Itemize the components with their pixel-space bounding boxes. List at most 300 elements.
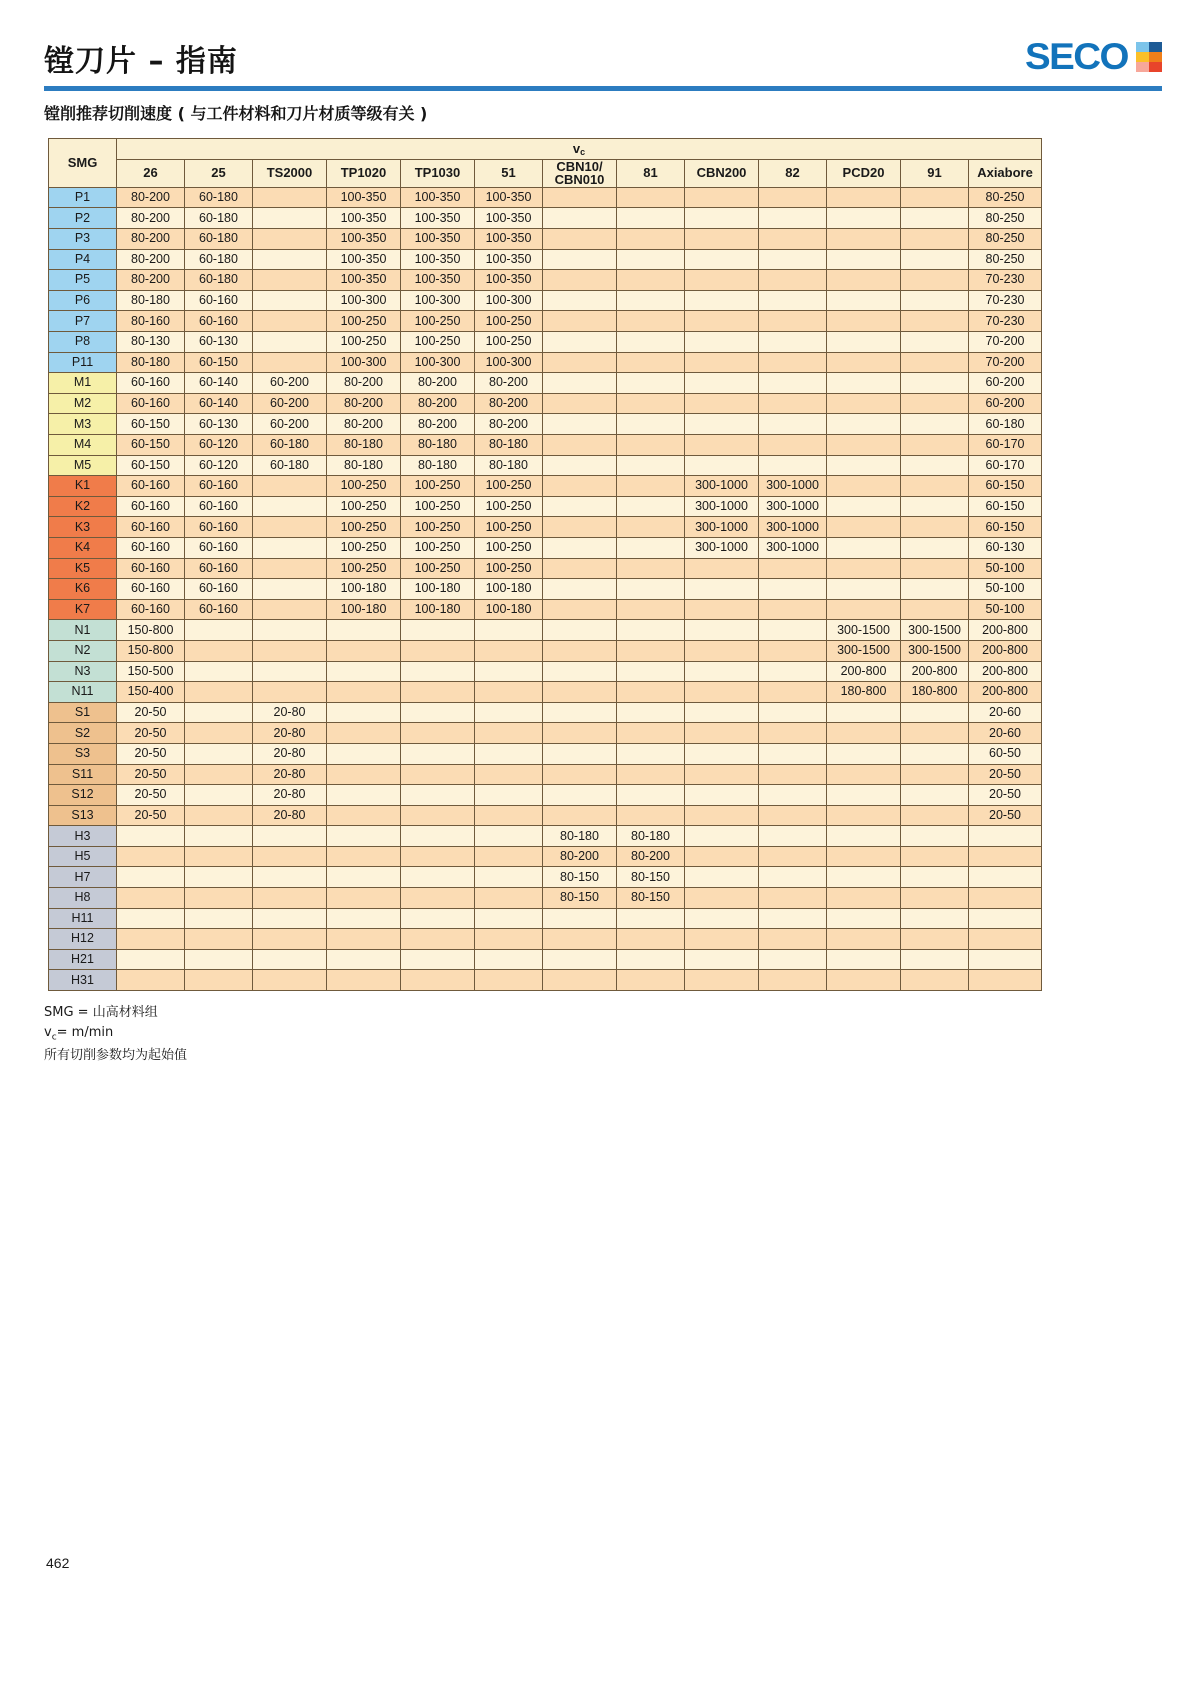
speed-cell — [617, 949, 685, 970]
speed-cell — [253, 249, 327, 270]
speed-cell — [617, 496, 685, 517]
speed-cell — [901, 764, 969, 785]
speed-cell: 100-350 — [401, 229, 475, 250]
speed-cell — [475, 867, 543, 888]
speed-cell — [253, 579, 327, 600]
speed-cell: 300-1000 — [759, 496, 827, 517]
smg-cell-n3: N3 — [49, 661, 117, 682]
speed-cell: 150-800 — [117, 620, 185, 641]
speed-cell — [901, 476, 969, 497]
speed-cell — [901, 435, 969, 456]
footnote-vc-subscript: c — [51, 1032, 57, 1043]
speed-cell — [617, 640, 685, 661]
speed-cell: 80-150 — [543, 888, 617, 909]
speed-cell — [685, 352, 759, 373]
speed-cell — [543, 187, 617, 208]
column-header-51: 51 — [475, 159, 543, 187]
speed-cell — [969, 867, 1042, 888]
speed-cell: 300-1000 — [685, 537, 759, 558]
speed-cell — [827, 332, 901, 353]
speed-cell — [685, 270, 759, 291]
speed-cell — [401, 970, 475, 991]
column-header-25: 25 — [185, 159, 253, 187]
speed-cell — [401, 702, 475, 723]
column-header-26: 26 — [117, 159, 185, 187]
speed-cell — [401, 661, 475, 682]
column-header-91: 91 — [901, 159, 969, 187]
speed-cell — [617, 620, 685, 641]
speed-cell — [327, 702, 401, 723]
speed-cell — [901, 558, 969, 579]
speed-cell: 100-350 — [327, 249, 401, 270]
smg-cell-p6: P6 — [49, 290, 117, 311]
speed-cell: 70-200 — [969, 332, 1042, 353]
speed-cell — [401, 846, 475, 867]
speed-cell: 100-250 — [475, 517, 543, 538]
table-row — [49, 846, 1042, 867]
speed-cell — [185, 723, 253, 744]
table-row — [49, 517, 1042, 538]
speed-cell — [827, 270, 901, 291]
speed-cell — [327, 785, 401, 806]
speed-cell: 100-300 — [401, 352, 475, 373]
speed-cell: 60-180 — [185, 229, 253, 250]
speed-cell: 100-350 — [327, 270, 401, 291]
speed-cell: 60-200 — [969, 373, 1042, 394]
speed-cell — [185, 620, 253, 641]
speed-cell — [901, 599, 969, 620]
page-number: 462 — [46, 1555, 70, 1571]
speed-cell — [685, 393, 759, 414]
speed-cell: 80-180 — [117, 290, 185, 311]
speed-cell — [475, 682, 543, 703]
speed-cell — [327, 949, 401, 970]
speed-cell: 50-100 — [969, 579, 1042, 600]
speed-cell — [827, 373, 901, 394]
speed-cell: 300-1500 — [827, 620, 901, 641]
smg-cell-k2: K2 — [49, 496, 117, 517]
speed-cell: 60-160 — [185, 599, 253, 620]
table-row — [49, 743, 1042, 764]
speed-cell: 80-200 — [117, 249, 185, 270]
speed-cell — [759, 620, 827, 641]
speed-cell: 80-250 — [969, 249, 1042, 270]
speed-cell: 100-250 — [401, 537, 475, 558]
speed-cell — [253, 908, 327, 929]
speed-cell: 60-140 — [185, 373, 253, 394]
speed-cell — [759, 455, 827, 476]
speed-cell — [543, 332, 617, 353]
logo-square-1 — [1136, 42, 1149, 52]
speed-cell — [253, 332, 327, 353]
seco-color-blocks-icon — [1136, 42, 1162, 72]
table-header-row-vc — [49, 139, 1042, 160]
speed-cell — [327, 929, 401, 950]
speed-cell — [617, 599, 685, 620]
speed-cell: 180-800 — [827, 682, 901, 703]
speed-cell — [617, 517, 685, 538]
speed-cell — [327, 661, 401, 682]
speed-cell — [475, 620, 543, 641]
speed-cell — [759, 414, 827, 435]
speed-cell — [617, 537, 685, 558]
speed-cell — [901, 929, 969, 950]
cutting-speed-table — [48, 138, 1042, 991]
speed-cell — [543, 496, 617, 517]
logo-square-5 — [1136, 62, 1149, 72]
speed-cell — [901, 846, 969, 867]
speed-cell — [253, 826, 327, 847]
speed-cell: 60-150 — [117, 455, 185, 476]
speed-cell — [543, 949, 617, 970]
table-row — [49, 805, 1042, 826]
speed-cell: 80-250 — [969, 229, 1042, 250]
speed-cell — [759, 208, 827, 229]
speed-cell — [327, 908, 401, 929]
speed-cell: 200-800 — [901, 661, 969, 682]
speed-cell — [901, 208, 969, 229]
speed-cell — [253, 970, 327, 991]
speed-cell: 20-60 — [969, 723, 1042, 744]
speed-cell — [827, 929, 901, 950]
speed-cell: 100-180 — [475, 599, 543, 620]
speed-cell — [685, 723, 759, 744]
speed-cell — [827, 826, 901, 847]
speed-cell — [543, 373, 617, 394]
speed-cell — [759, 290, 827, 311]
table-row — [49, 661, 1042, 682]
speed-cell: 80-200 — [401, 373, 475, 394]
speed-cell — [327, 805, 401, 826]
speed-cell — [827, 496, 901, 517]
speed-cell — [617, 290, 685, 311]
speed-cell — [543, 929, 617, 950]
speed-cell: 20-50 — [969, 785, 1042, 806]
speed-cell: 60-150 — [969, 517, 1042, 538]
speed-cell — [401, 929, 475, 950]
speed-cell — [185, 661, 253, 682]
speed-cell: 100-350 — [327, 229, 401, 250]
speed-cell: 300-1500 — [901, 620, 969, 641]
table-row — [49, 393, 1042, 414]
speed-cell — [617, 785, 685, 806]
speed-cell: 100-250 — [327, 558, 401, 579]
speed-cell: 80-250 — [969, 208, 1042, 229]
speed-cell — [685, 661, 759, 682]
speed-cell — [117, 867, 185, 888]
speed-cell — [117, 888, 185, 909]
speed-cell — [617, 455, 685, 476]
speed-cell — [617, 208, 685, 229]
speed-cell — [543, 414, 617, 435]
speed-cell — [617, 270, 685, 291]
smg-cell-n11: N11 — [49, 682, 117, 703]
speed-cell: 60-200 — [969, 393, 1042, 414]
speed-cell — [401, 723, 475, 744]
speed-cell — [827, 805, 901, 826]
speed-cell — [253, 846, 327, 867]
speed-cell — [759, 311, 827, 332]
speed-cell — [901, 249, 969, 270]
table-row — [49, 702, 1042, 723]
speed-cell — [617, 908, 685, 929]
speed-cell — [185, 764, 253, 785]
speed-cell: 100-180 — [327, 579, 401, 600]
speed-cell — [253, 537, 327, 558]
speed-cell — [759, 373, 827, 394]
speed-cell — [759, 352, 827, 373]
speed-cell: 60-160 — [117, 496, 185, 517]
speed-cell — [617, 414, 685, 435]
speed-cell — [901, 805, 969, 826]
speed-cell — [759, 270, 827, 291]
speed-cell — [401, 826, 475, 847]
speed-cell — [759, 805, 827, 826]
speed-cell — [969, 846, 1042, 867]
speed-cell: 60-160 — [117, 537, 185, 558]
header-line-2: CBN010 — [554, 172, 605, 188]
speed-cell: 20-80 — [253, 785, 327, 806]
smg-cell-m5: M5 — [49, 455, 117, 476]
table-footnotes — [44, 1003, 187, 1066]
speed-cell: 60-160 — [185, 496, 253, 517]
speed-cell: 60-120 — [185, 435, 253, 456]
speed-cell — [253, 187, 327, 208]
speed-cell — [185, 846, 253, 867]
speed-cell: 100-350 — [401, 270, 475, 291]
speed-cell: 70-230 — [969, 270, 1042, 291]
speed-cell — [543, 476, 617, 497]
speed-cell: 60-170 — [969, 455, 1042, 476]
smg-cell-m3: M3 — [49, 414, 117, 435]
speed-cell — [759, 826, 827, 847]
speed-cell — [617, 187, 685, 208]
speed-cell — [759, 229, 827, 250]
speed-cell: 80-180 — [117, 352, 185, 373]
speed-cell — [759, 846, 827, 867]
smg-cell-h12: H12 — [49, 929, 117, 950]
speed-cell: 200-800 — [969, 620, 1042, 641]
speed-cell — [759, 908, 827, 929]
speed-cell — [253, 867, 327, 888]
table-body — [49, 187, 1042, 990]
speed-cell: 80-160 — [117, 311, 185, 332]
speed-cell — [185, 867, 253, 888]
speed-cell — [543, 805, 617, 826]
speed-cell — [827, 352, 901, 373]
speed-cell: 60-180 — [185, 187, 253, 208]
column-header-smg: SMG — [49, 139, 117, 188]
speed-cell: 20-80 — [253, 764, 327, 785]
speed-cell — [327, 723, 401, 744]
speed-cell: 60-160 — [117, 373, 185, 394]
speed-cell: 80-200 — [117, 270, 185, 291]
speed-cell — [543, 455, 617, 476]
speed-cell: 50-100 — [969, 599, 1042, 620]
speed-cell: 60-150 — [969, 496, 1042, 517]
speed-cell: 80-180 — [401, 455, 475, 476]
speed-cell — [253, 558, 327, 579]
speed-cell — [685, 435, 759, 456]
speed-cell — [475, 908, 543, 929]
speed-cell — [827, 517, 901, 538]
speed-cell: 60-200 — [253, 393, 327, 414]
speed-cell — [685, 579, 759, 600]
speed-cell: 100-180 — [327, 599, 401, 620]
speed-cell: 60-130 — [969, 537, 1042, 558]
speed-cell — [827, 455, 901, 476]
smg-cell-p5: P5 — [49, 270, 117, 291]
speed-cell: 60-180 — [253, 435, 327, 456]
table-row — [49, 208, 1042, 229]
speed-cell — [827, 537, 901, 558]
column-header-tp1020: TP1020 — [327, 159, 401, 187]
speed-cell — [685, 929, 759, 950]
speed-cell — [475, 970, 543, 991]
speed-cell — [759, 888, 827, 909]
speed-cell — [327, 970, 401, 991]
speed-cell: 100-250 — [475, 496, 543, 517]
speed-cell — [185, 908, 253, 929]
speed-cell — [759, 867, 827, 888]
speed-cell — [685, 208, 759, 229]
speed-cell — [685, 805, 759, 826]
speed-cell — [617, 311, 685, 332]
speed-cell: 60-180 — [185, 249, 253, 270]
speed-cell — [327, 846, 401, 867]
speed-cell — [401, 867, 475, 888]
speed-cell — [827, 723, 901, 744]
speed-cell: 150-400 — [117, 682, 185, 703]
speed-cell — [759, 599, 827, 620]
speed-cell — [617, 476, 685, 497]
speed-cell: 100-250 — [327, 476, 401, 497]
speed-cell — [759, 970, 827, 991]
speed-cell — [827, 311, 901, 332]
smg-cell-h5: H5 — [49, 846, 117, 867]
column-header-vc — [117, 139, 1042, 160]
speed-cell — [827, 476, 901, 497]
speed-cell — [901, 414, 969, 435]
speed-cell — [185, 888, 253, 909]
smg-cell-h21: H21 — [49, 949, 117, 970]
speed-cell — [327, 764, 401, 785]
speed-cell — [617, 682, 685, 703]
table-row — [49, 414, 1042, 435]
speed-cell — [253, 517, 327, 538]
speed-cell: 80-200 — [327, 393, 401, 414]
speed-cell — [401, 949, 475, 970]
speed-cell — [253, 929, 327, 950]
speed-cell — [901, 579, 969, 600]
speed-cell: 60-150 — [969, 476, 1042, 497]
speed-cell: 300-1000 — [759, 537, 827, 558]
speed-cell: 20-50 — [117, 743, 185, 764]
speed-cell — [543, 290, 617, 311]
smg-cell-s12: S12 — [49, 785, 117, 806]
speed-cell — [827, 764, 901, 785]
speed-cell — [327, 826, 401, 847]
speed-cell: 80-200 — [117, 229, 185, 250]
speed-cell — [543, 764, 617, 785]
speed-cell: 20-50 — [969, 764, 1042, 785]
speed-cell — [759, 187, 827, 208]
speed-cell: 80-200 — [475, 414, 543, 435]
speed-cell: 300-1500 — [901, 640, 969, 661]
speed-cell: 80-200 — [617, 846, 685, 867]
speed-cell — [327, 682, 401, 703]
speed-cell — [117, 846, 185, 867]
speed-cell: 60-180 — [185, 208, 253, 229]
speed-cell: 60-200 — [253, 414, 327, 435]
speed-cell — [685, 373, 759, 394]
speed-cell — [827, 290, 901, 311]
speed-cell — [475, 929, 543, 950]
speed-cell — [253, 208, 327, 229]
smg-cell-p8: P8 — [49, 332, 117, 353]
speed-cell: 100-300 — [475, 290, 543, 311]
speed-cell — [117, 908, 185, 929]
speed-cell — [617, 743, 685, 764]
footnote-vc-unit: = m/min — [56, 1025, 114, 1041]
speed-cell: 80-200 — [117, 187, 185, 208]
speed-cell: 100-250 — [475, 332, 543, 353]
speed-cell: 60-120 — [185, 455, 253, 476]
smg-cell-k6: K6 — [49, 579, 117, 600]
speed-cell: 50-100 — [969, 558, 1042, 579]
speed-cell: 100-250 — [475, 311, 543, 332]
speed-cell — [617, 970, 685, 991]
table-row — [49, 908, 1042, 929]
table-row — [49, 867, 1042, 888]
speed-cell — [185, 702, 253, 723]
speed-cell — [685, 620, 759, 641]
speed-cell: 20-50 — [969, 805, 1042, 826]
smg-cell-h11: H11 — [49, 908, 117, 929]
speed-cell: 100-250 — [401, 496, 475, 517]
speed-cell — [901, 311, 969, 332]
logo-square-2 — [1149, 42, 1162, 52]
logo-square-4 — [1149, 52, 1162, 62]
speed-cell: 80-180 — [543, 826, 617, 847]
logo-square-6 — [1149, 62, 1162, 72]
smg-cell-m4: M4 — [49, 435, 117, 456]
table-row — [49, 785, 1042, 806]
speed-cell: 60-140 — [185, 393, 253, 414]
speed-cell — [475, 826, 543, 847]
speed-cell: 60-150 — [117, 414, 185, 435]
speed-cell — [617, 393, 685, 414]
speed-cell — [543, 908, 617, 929]
speed-cell — [969, 908, 1042, 929]
speed-cell: 60-130 — [185, 332, 253, 353]
speed-cell — [685, 187, 759, 208]
speed-cell — [901, 352, 969, 373]
speed-cell — [759, 661, 827, 682]
speed-cell: 100-250 — [327, 311, 401, 332]
speed-cell — [401, 640, 475, 661]
speed-cell — [827, 785, 901, 806]
speed-cell: 100-250 — [401, 311, 475, 332]
speed-cell — [759, 393, 827, 414]
speed-cell — [327, 867, 401, 888]
speed-cell — [901, 187, 969, 208]
footnote-starting-values: 所有切削参数均为起始值 — [44, 1047, 188, 1063]
speed-cell — [327, 620, 401, 641]
speed-cell — [685, 867, 759, 888]
speed-cell — [827, 558, 901, 579]
smg-cell-m2: M2 — [49, 393, 117, 414]
